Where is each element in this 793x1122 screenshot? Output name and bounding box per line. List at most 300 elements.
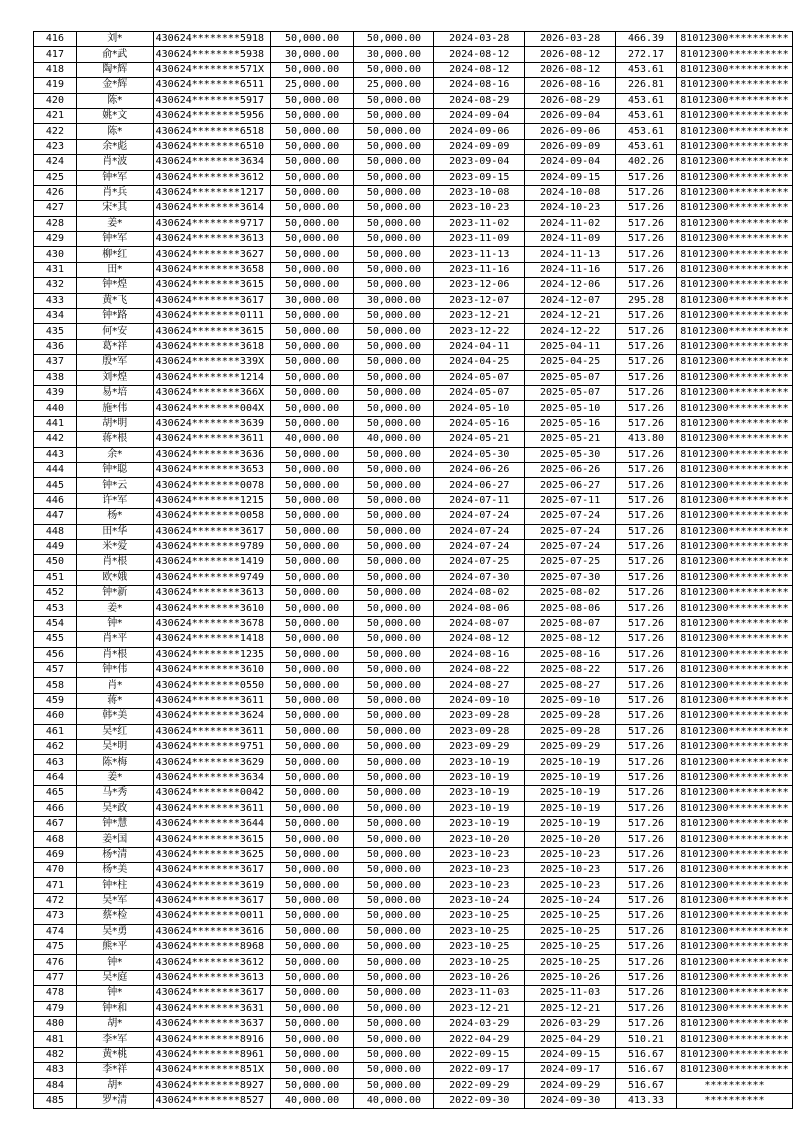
- id-number-cell: 430624********0042: [153, 786, 270, 801]
- seq-cell: 448: [34, 524, 77, 539]
- interest-cell: 453.61: [616, 108, 677, 123]
- seq-cell: 469: [34, 847, 77, 862]
- name-cell: 姜*: [76, 770, 153, 785]
- balance-cell: 40,000.00: [354, 1093, 434, 1108]
- balance-cell: 30,000.00: [354, 293, 434, 308]
- loan-amount-cell: 50,000.00: [270, 893, 354, 908]
- start-date-cell: 2023-10-23: [434, 863, 525, 878]
- table-row: [34, 278, 793, 293]
- table-row: [34, 909, 793, 924]
- table-row: [34, 232, 793, 247]
- name-cell: 俞*武: [76, 47, 153, 62]
- loan-amount-cell: 50,000.00: [270, 709, 354, 724]
- loan-amount-cell: 50,000.00: [270, 1032, 354, 1047]
- balance-cell: 50,000.00: [354, 416, 434, 431]
- start-date-cell: 2024-05-07: [434, 385, 525, 400]
- end-date-cell: 2025-09-28: [525, 724, 616, 739]
- id-number-cell: 430624********3615: [153, 832, 270, 847]
- loan-amount-cell: 30,000.00: [270, 47, 354, 62]
- start-date-cell: 2022-09-29: [434, 1078, 525, 1093]
- interest-cell: 517.26: [616, 801, 677, 816]
- id-number-cell: 430624********8961: [153, 1047, 270, 1062]
- table-row: [34, 586, 793, 601]
- seq-cell: 424: [34, 155, 77, 170]
- name-cell: 马*秀: [76, 786, 153, 801]
- start-date-cell: 2023-10-19: [434, 786, 525, 801]
- seq-cell: 437: [34, 355, 77, 370]
- seq-cell: 447: [34, 509, 77, 524]
- account-cell: 81012300**********: [676, 801, 792, 816]
- interest-cell: 517.26: [616, 709, 677, 724]
- account-cell: 81012300**********: [676, 986, 792, 1001]
- name-cell: 杨*清: [76, 847, 153, 862]
- loan-amount-cell: 50,000.00: [270, 770, 354, 785]
- start-date-cell: 2023-09-15: [434, 170, 525, 185]
- end-date-cell: 2025-08-06: [525, 601, 616, 616]
- loan-amount-cell: 50,000.00: [270, 139, 354, 154]
- account-cell: 81012300**********: [676, 416, 792, 431]
- name-cell: 李*军: [76, 1032, 153, 1047]
- account-cell: 81012300**********: [676, 570, 792, 585]
- table-row: [34, 955, 793, 970]
- id-number-cell: 430624********3627: [153, 247, 270, 262]
- name-cell: 钟*: [76, 986, 153, 1001]
- end-date-cell: 2026-09-09: [525, 139, 616, 154]
- balance-cell: 50,000.00: [354, 1078, 434, 1093]
- balance-cell: 50,000.00: [354, 185, 434, 200]
- table-row: [34, 878, 793, 893]
- loan-amount-cell: 50,000.00: [270, 247, 354, 262]
- start-date-cell: 2024-07-24: [434, 524, 525, 539]
- end-date-cell: 2025-05-21: [525, 432, 616, 447]
- id-number-cell: 430624********571X: [153, 62, 270, 77]
- seq-cell: 421: [34, 108, 77, 123]
- name-cell: 姜*国: [76, 832, 153, 847]
- id-number-cell: 430624********8527: [153, 1093, 270, 1108]
- id-number-cell: 430624********3644: [153, 816, 270, 831]
- name-cell: 吴*勇: [76, 924, 153, 939]
- seq-cell: 444: [34, 462, 77, 477]
- table-row: [34, 940, 793, 955]
- name-cell: 钟*云: [76, 478, 153, 493]
- account-cell: 81012300**********: [676, 355, 792, 370]
- name-cell: 金*辉: [76, 78, 153, 93]
- end-date-cell: 2026-03-29: [525, 1017, 616, 1032]
- id-number-cell: 430624********3653: [153, 462, 270, 477]
- loan-amount-cell: 50,000.00: [270, 524, 354, 539]
- interest-cell: 272.17: [616, 47, 677, 62]
- loan-amount-cell: 50,000.00: [270, 355, 354, 370]
- account-cell: 81012300**********: [676, 185, 792, 200]
- loan-amount-cell: 50,000.00: [270, 863, 354, 878]
- account-cell: 81012300**********: [676, 232, 792, 247]
- interest-cell: 517.26: [616, 893, 677, 908]
- id-number-cell: 430624********3637: [153, 1017, 270, 1032]
- start-date-cell: 2023-10-23: [434, 201, 525, 216]
- loan-amount-cell: 50,000.00: [270, 93, 354, 108]
- name-cell: 姚*文: [76, 108, 153, 123]
- loan-amount-cell: 50,000.00: [270, 663, 354, 678]
- id-number-cell: 430624********0058: [153, 509, 270, 524]
- end-date-cell: 2025-10-20: [525, 832, 616, 847]
- end-date-cell: 2024-09-17: [525, 1063, 616, 1078]
- account-cell: 81012300**********: [676, 1001, 792, 1016]
- loan-amount-cell: 50,000.00: [270, 309, 354, 324]
- balance-cell: 50,000.00: [354, 586, 434, 601]
- seq-cell: 433: [34, 293, 77, 308]
- id-number-cell: 430624********5956: [153, 108, 270, 123]
- name-cell: 宋*其: [76, 201, 153, 216]
- seq-cell: 446: [34, 493, 77, 508]
- loan-amount-cell: 50,000.00: [270, 616, 354, 631]
- end-date-cell: 2025-06-27: [525, 478, 616, 493]
- start-date-cell: 2023-10-08: [434, 185, 525, 200]
- account-cell: 81012300**********: [676, 724, 792, 739]
- end-date-cell: 2024-11-09: [525, 232, 616, 247]
- balance-cell: 50,000.00: [354, 355, 434, 370]
- name-cell: 钟*聪: [76, 462, 153, 477]
- name-cell: 杨*: [76, 509, 153, 524]
- start-date-cell: 2023-10-19: [434, 816, 525, 831]
- seq-cell: 484: [34, 1078, 77, 1093]
- seq-cell: 432: [34, 278, 77, 293]
- id-number-cell: 430624********339X: [153, 355, 270, 370]
- interest-cell: 517.26: [616, 601, 677, 616]
- seq-cell: 472: [34, 893, 77, 908]
- end-date-cell: 2025-10-23: [525, 847, 616, 862]
- table-row: [34, 986, 793, 1001]
- loan-amount-cell: 50,000.00: [270, 786, 354, 801]
- seq-cell: 479: [34, 1001, 77, 1016]
- balance-cell: 50,000.00: [354, 755, 434, 770]
- table-row: [34, 863, 793, 878]
- loan-amount-cell: 50,000.00: [270, 924, 354, 939]
- interest-cell: 517.26: [616, 909, 677, 924]
- loan-amount-cell: 50,000.00: [270, 1078, 354, 1093]
- seq-cell: 445: [34, 478, 77, 493]
- end-date-cell: 2025-12-21: [525, 1001, 616, 1016]
- id-number-cell: 430624********3624: [153, 709, 270, 724]
- end-date-cell: 2025-10-25: [525, 909, 616, 924]
- id-number-cell: 430624********3616: [153, 924, 270, 939]
- account-cell: 81012300**********: [676, 216, 792, 231]
- account-cell: 81012300**********: [676, 632, 792, 647]
- table-row: [34, 401, 793, 416]
- account-cell: 81012300**********: [676, 878, 792, 893]
- balance-cell: 50,000.00: [354, 724, 434, 739]
- name-cell: 胡*: [76, 1078, 153, 1093]
- interest-cell: 517.26: [616, 555, 677, 570]
- loan-amount-cell: 50,000.00: [270, 462, 354, 477]
- interest-cell: 517.26: [616, 170, 677, 185]
- balance-cell: 50,000.00: [354, 447, 434, 462]
- name-cell: 姜*: [76, 601, 153, 616]
- balance-cell: 50,000.00: [354, 924, 434, 939]
- interest-cell: 517.26: [616, 509, 677, 524]
- name-cell: 米*爱: [76, 539, 153, 554]
- seq-cell: 470: [34, 863, 77, 878]
- table-row: [34, 216, 793, 231]
- table-row: [34, 309, 793, 324]
- id-number-cell: 430624********3618: [153, 339, 270, 354]
- end-date-cell: 2024-09-04: [525, 155, 616, 170]
- interest-cell: 517.26: [616, 1001, 677, 1016]
- name-cell: 杨*美: [76, 863, 153, 878]
- seq-cell: 439: [34, 385, 77, 400]
- account-cell: 81012300**********: [676, 32, 792, 47]
- interest-cell: 413.80: [616, 432, 677, 447]
- start-date-cell: 2022-09-17: [434, 1063, 525, 1078]
- loan-amount-cell: 50,000.00: [270, 847, 354, 862]
- start-date-cell: 2024-08-29: [434, 93, 525, 108]
- start-date-cell: 2023-11-13: [434, 247, 525, 262]
- account-cell: 81012300**********: [676, 955, 792, 970]
- start-date-cell: 2024-06-26: [434, 462, 525, 477]
- start-date-cell: 2022-09-15: [434, 1047, 525, 1062]
- loan-amount-cell: 50,000.00: [270, 601, 354, 616]
- seq-cell: 431: [34, 262, 77, 277]
- table-row: [34, 1032, 793, 1047]
- seq-cell: 466: [34, 801, 77, 816]
- id-number-cell: 430624********9789: [153, 539, 270, 554]
- balance-cell: 50,000.00: [354, 863, 434, 878]
- loan-amount-cell: 50,000.00: [270, 278, 354, 293]
- account-cell: 81012300**********: [676, 124, 792, 139]
- seq-cell: 436: [34, 339, 77, 354]
- interest-cell: 517.26: [616, 570, 677, 585]
- table-row: [34, 370, 793, 385]
- seq-cell: 435: [34, 324, 77, 339]
- table-row: [34, 324, 793, 339]
- end-date-cell: 2024-10-23: [525, 201, 616, 216]
- account-cell: 81012300**********: [676, 539, 792, 554]
- id-number-cell: 430624********8916: [153, 1032, 270, 1047]
- end-date-cell: 2025-04-29: [525, 1032, 616, 1047]
- start-date-cell: 2024-09-06: [434, 124, 525, 139]
- account-cell: 81012300**********: [676, 432, 792, 447]
- end-date-cell: 2025-04-25: [525, 355, 616, 370]
- table-row: [34, 693, 793, 708]
- interest-cell: 517.26: [616, 324, 677, 339]
- start-date-cell: 2023-12-06: [434, 278, 525, 293]
- name-cell: 刘*煌: [76, 370, 153, 385]
- interest-cell: 517.26: [616, 832, 677, 847]
- seq-cell: 440: [34, 401, 77, 416]
- seq-cell: 460: [34, 709, 77, 724]
- id-number-cell: 430624********3625: [153, 847, 270, 862]
- start-date-cell: 2023-10-20: [434, 832, 525, 847]
- start-date-cell: 2024-03-28: [434, 32, 525, 47]
- seq-cell: 451: [34, 570, 77, 585]
- interest-cell: 517.26: [616, 755, 677, 770]
- balance-cell: 50,000.00: [354, 324, 434, 339]
- loan-amount-cell: 50,000.00: [270, 755, 354, 770]
- balance-cell: 50,000.00: [354, 693, 434, 708]
- seq-cell: 449: [34, 539, 77, 554]
- account-cell: 81012300**********: [676, 909, 792, 924]
- seq-cell: 464: [34, 770, 77, 785]
- table-row: [34, 139, 793, 154]
- start-date-cell: 2023-11-16: [434, 262, 525, 277]
- account-cell: **********: [676, 1093, 792, 1108]
- start-date-cell: 2022-09-30: [434, 1093, 525, 1108]
- end-date-cell: 2024-12-21: [525, 309, 616, 324]
- interest-cell: 453.61: [616, 93, 677, 108]
- account-cell: 81012300**********: [676, 309, 792, 324]
- loan-amount-cell: 50,000.00: [270, 878, 354, 893]
- balance-cell: 50,000.00: [354, 647, 434, 662]
- balance-cell: 50,000.00: [354, 1001, 434, 1016]
- account-cell: 81012300**********: [676, 893, 792, 908]
- interest-cell: 517.26: [616, 201, 677, 216]
- interest-cell: 517.26: [616, 447, 677, 462]
- account-cell: 81012300**********: [676, 78, 792, 93]
- interest-cell: 516.67: [616, 1078, 677, 1093]
- account-cell: 81012300**********: [676, 62, 792, 77]
- interest-cell: 517.26: [616, 247, 677, 262]
- name-cell: 钟*煌: [76, 278, 153, 293]
- id-number-cell: 430624********6518: [153, 124, 270, 139]
- end-date-cell: 2025-09-29: [525, 739, 616, 754]
- id-number-cell: 430624********3610: [153, 601, 270, 616]
- account-cell: 81012300**********: [676, 170, 792, 185]
- interest-cell: 517.26: [616, 863, 677, 878]
- interest-cell: 517.26: [616, 724, 677, 739]
- table-row: [34, 924, 793, 939]
- name-cell: 蒋*: [76, 693, 153, 708]
- id-number-cell: 430624********3617: [153, 893, 270, 908]
- account-cell: 81012300**********: [676, 1017, 792, 1032]
- table-body: [34, 32, 793, 1109]
- table-row: [34, 432, 793, 447]
- loan-amount-cell: 50,000.00: [270, 970, 354, 985]
- id-number-cell: 430624********3639: [153, 416, 270, 431]
- account-cell: 81012300**********: [676, 647, 792, 662]
- end-date-cell: 2025-10-19: [525, 801, 616, 816]
- interest-cell: 517.26: [616, 478, 677, 493]
- table-row: [34, 170, 793, 185]
- interest-cell: 517.26: [616, 786, 677, 801]
- table-row: [34, 601, 793, 616]
- table-row: [34, 108, 793, 123]
- balance-cell: 50,000.00: [354, 62, 434, 77]
- seq-cell: 481: [34, 1032, 77, 1047]
- interest-cell: 517.26: [616, 278, 677, 293]
- loan-amount-cell: 30,000.00: [270, 293, 354, 308]
- interest-cell: 517.26: [616, 693, 677, 708]
- name-cell: 胡*: [76, 1017, 153, 1032]
- seq-cell: 463: [34, 755, 77, 770]
- start-date-cell: 2024-05-07: [434, 370, 525, 385]
- start-date-cell: 2023-10-25: [434, 924, 525, 939]
- id-number-cell: 430624********3613: [153, 232, 270, 247]
- id-number-cell: 430624********0550: [153, 678, 270, 693]
- id-number-cell: 430624********5918: [153, 32, 270, 47]
- interest-cell: 510.21: [616, 1032, 677, 1047]
- id-number-cell: 430624********3634: [153, 770, 270, 785]
- loan-amount-cell: 50,000.00: [270, 693, 354, 708]
- id-number-cell: 430624********3629: [153, 755, 270, 770]
- loan-amount-cell: 50,000.00: [270, 509, 354, 524]
- name-cell: 吴*庭: [76, 970, 153, 985]
- table-row: [34, 1017, 793, 1032]
- id-number-cell: 430624********3619: [153, 878, 270, 893]
- table-row: [34, 555, 793, 570]
- account-cell: 81012300**********: [676, 139, 792, 154]
- start-date-cell: 2024-08-12: [434, 62, 525, 77]
- table-row: [34, 970, 793, 985]
- name-cell: 许*军: [76, 493, 153, 508]
- start-date-cell: 2023-10-23: [434, 847, 525, 862]
- balance-cell: 50,000.00: [354, 678, 434, 693]
- balance-cell: 50,000.00: [354, 216, 434, 231]
- balance-cell: 50,000.00: [354, 940, 434, 955]
- account-cell: 81012300**********: [676, 509, 792, 524]
- seq-cell: 482: [34, 1047, 77, 1062]
- end-date-cell: 2025-09-10: [525, 693, 616, 708]
- id-number-cell: 430624********9751: [153, 739, 270, 754]
- account-cell: 81012300**********: [676, 324, 792, 339]
- start-date-cell: 2024-04-25: [434, 355, 525, 370]
- interest-cell: 517.26: [616, 647, 677, 662]
- start-date-cell: 2024-08-12: [434, 47, 525, 62]
- loan-amount-cell: 50,000.00: [270, 1063, 354, 1078]
- balance-cell: 50,000.00: [354, 201, 434, 216]
- balance-cell: 50,000.00: [354, 339, 434, 354]
- interest-cell: 517.26: [616, 216, 677, 231]
- end-date-cell: 2025-08-27: [525, 678, 616, 693]
- seq-cell: 465: [34, 786, 77, 801]
- id-number-cell: 430624********851X: [153, 1063, 270, 1078]
- account-cell: 81012300**********: [676, 370, 792, 385]
- end-date-cell: 2025-08-16: [525, 647, 616, 662]
- end-date-cell: 2025-07-11: [525, 493, 616, 508]
- seq-cell: 480: [34, 1017, 77, 1032]
- end-date-cell: 2025-10-19: [525, 816, 616, 831]
- balance-cell: 50,000.00: [354, 462, 434, 477]
- end-date-cell: 2026-09-04: [525, 108, 616, 123]
- name-cell: 钟*军: [76, 170, 153, 185]
- balance-cell: 50,000.00: [354, 108, 434, 123]
- table-row: [34, 801, 793, 816]
- account-cell: 81012300**********: [676, 616, 792, 631]
- table-row: [34, 1047, 793, 1062]
- id-number-cell: 430624********004X: [153, 401, 270, 416]
- seq-cell: 419: [34, 78, 77, 93]
- seq-cell: 429: [34, 232, 77, 247]
- id-number-cell: 430624********3617: [153, 986, 270, 1001]
- seq-cell: 442: [34, 432, 77, 447]
- end-date-cell: 2026-03-28: [525, 32, 616, 47]
- end-date-cell: 2026-09-06: [525, 124, 616, 139]
- interest-cell: 517.26: [616, 632, 677, 647]
- end-date-cell: 2024-12-06: [525, 278, 616, 293]
- interest-cell: 517.26: [616, 232, 677, 247]
- end-date-cell: 2026-08-12: [525, 47, 616, 62]
- id-number-cell: 430624********3631: [153, 1001, 270, 1016]
- loan-amount-cell: 50,000.00: [270, 1001, 354, 1016]
- name-cell: 吴*政: [76, 801, 153, 816]
- interest-cell: 517.26: [616, 663, 677, 678]
- table-row: [34, 539, 793, 554]
- end-date-cell: 2024-12-22: [525, 324, 616, 339]
- table-row: [34, 47, 793, 62]
- table-row: [34, 339, 793, 354]
- seq-cell: 418: [34, 62, 77, 77]
- table-row: [34, 524, 793, 539]
- loan-amount-cell: 40,000.00: [270, 432, 354, 447]
- name-cell: 钟*: [76, 955, 153, 970]
